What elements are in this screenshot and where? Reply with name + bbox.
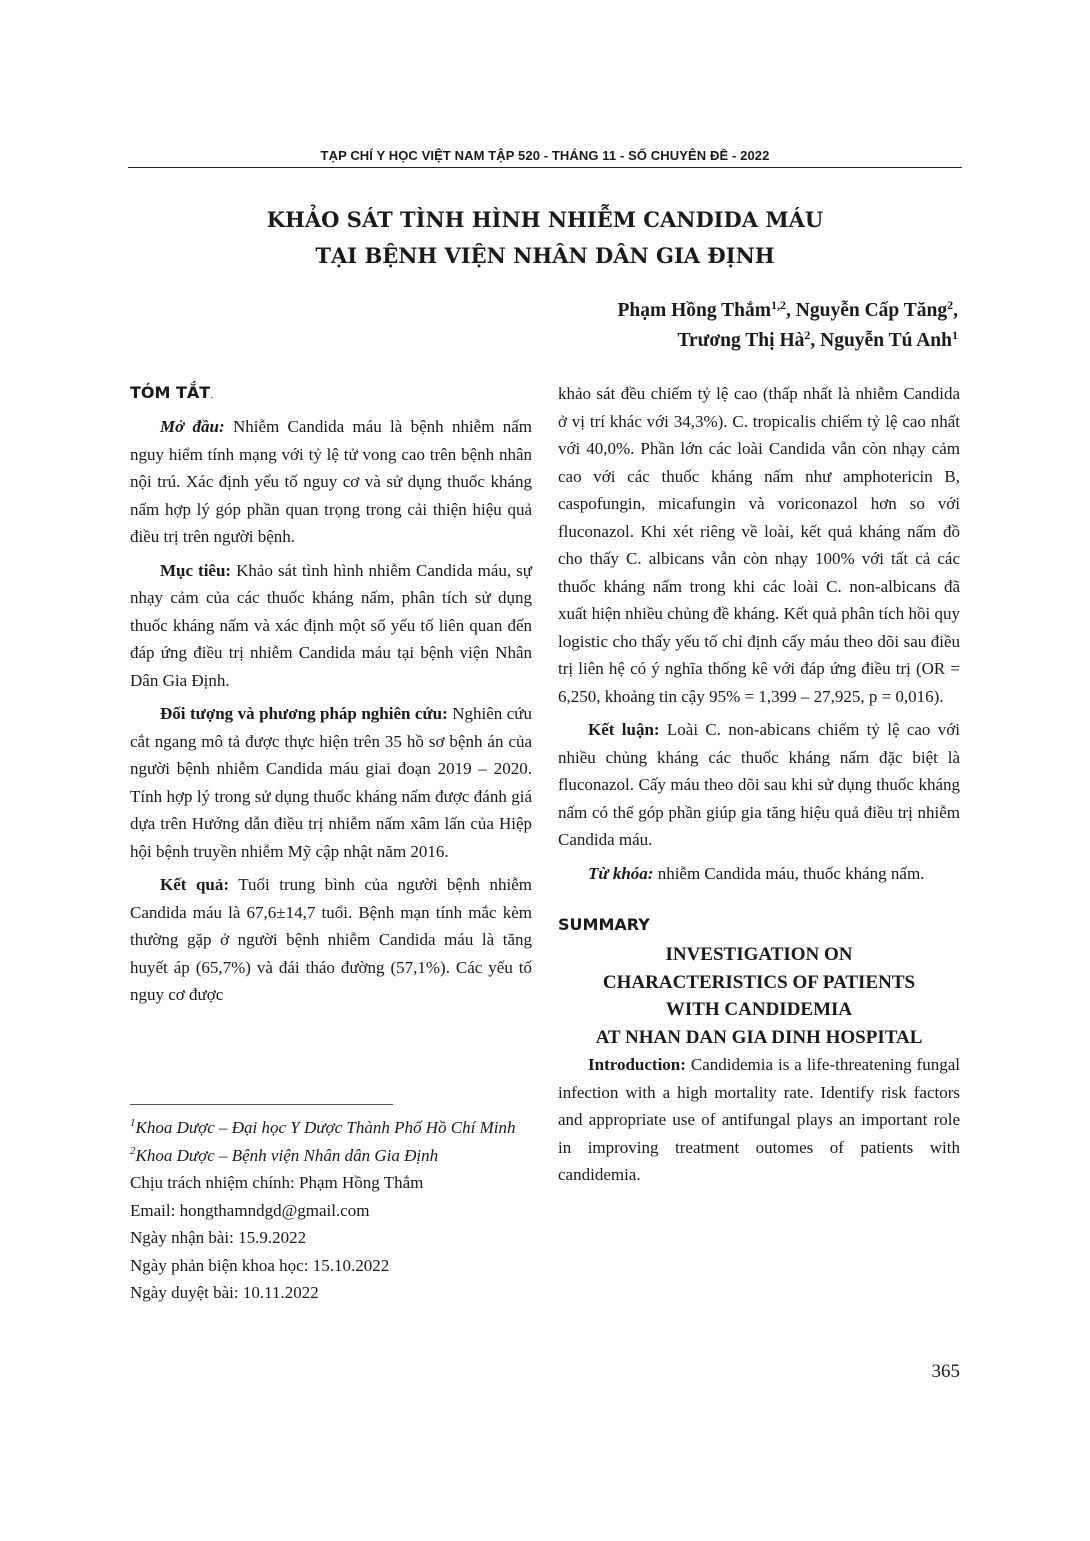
- author-name: Trương Thị Hà: [677, 330, 805, 351]
- left-column: [130, 380, 532, 1015]
- objective-label: Mục tiêu:: [160, 560, 232, 580]
- affiliation-sup: 1: [130, 1117, 136, 1129]
- abstract-heading-text: TÓM TẮT: [130, 383, 211, 402]
- affiliation-1: [130, 1114, 532, 1142]
- english-title-line: AT NHAN DAN GIA DINH HOSPITAL: [595, 1026, 923, 1048]
- date-accepted: Ngày duyệt bài: 10.11.2022: [130, 1283, 319, 1302]
- english-title-line: INVESTIGATION ON: [665, 944, 853, 965]
- abstract-keywords: [558, 860, 960, 888]
- summary-intro-text: Candidemia is a life-threatening fungal infection with a high mortality rate. Identify risk factors and appropriate use of antifungal plays an important role in improving treatment outomes of patients with candidemia.: [558, 1055, 960, 1184]
- author-line-1: [618, 296, 959, 326]
- abstract-results-continued: khảo sát đều chiếm tỷ lệ cao (thấp nhất là nhiễm Candida ở vị trí khác với 34,3%). C. tropicalis chiếm tỷ lệ cao nhất với 40,0%. Phần lớn các loài Candida vẫn còn nhạy cảm cao với các thuốc kháng nấm như amphotericin B, caspofungin, micafungin và voriconazol hơn so với fluconazol. Khi xét riêng về loài, kết quả kháng nấm đồ cho thấy C. albicans vẫn còn nhạy 100% với tất cả các thuốc kháng nấm trong khi các loài C. non-albicans đã xuất hiện nhiều chủng đề kháng. Kết quả phân tích hồi quy logistic cho thấy yếu tố chỉ định cấy máu theo dõi sau điều trị liên hệ có ý nghĩa thống kê với đáp ứng điều trị (OR = 6,250, khoảng tin cậy 95% = 1,399 – 27,925, p = 0,016).: [558, 384, 960, 706]
- author-name: Nguyễn Tú Anh: [820, 330, 952, 351]
- summary-heading: SUMMARY: [558, 915, 650, 934]
- abstract-methods: [130, 700, 532, 865]
- author-line-2: [618, 326, 959, 356]
- abstract-introduction: [130, 413, 532, 551]
- keywords-label: Từ khóa:: [588, 863, 654, 883]
- author-name: Phạm Hồng Thắm: [617, 300, 772, 321]
- date-reviewed: Ngày phản biện khoa học: 15.10.2022: [130, 1255, 390, 1275]
- summary-intro-label: Introduction:: [588, 1055, 686, 1074]
- footnotes: [130, 1114, 532, 1307]
- email: Email: hongthamndgd@gmail.com: [130, 1200, 370, 1220]
- date-received: Ngày nhận bài: 15.9.2022: [130, 1228, 307, 1247]
- methods-text: Nghiên cứu cắt ngang mô tả được thực hiện trên 35 hồ sơ bệnh án của người bệnh nhiễm Candida máu giai đoạn 2019 – 2020. Tính hợp lý trong sử dụng thuốc kháng nấm được đánh giá dựa trên Hướng dẫn điều trị nhiễm nấm xâm lấn của Hiệp hội bệnh truyền nhiễm Mỹ cập nhật năm 2016.: [130, 704, 532, 861]
- article-title: [128, 202, 962, 274]
- author-separator: ,: [953, 300, 958, 321]
- keywords-text: nhiễm Candida máu, thuốc kháng nấm.: [653, 863, 925, 883]
- objective-text: Khảo sát tình hình nhiễm Candida máu, sự nhạy cảm của các thuốc kháng nấm, phân tích sử dụng thuốc kháng nấm và xác định một số yếu tố liên quan đến đáp ứng điều trị nhiễm Candida máu tại bệnh viện Nhân Dân Gia Định.: [130, 560, 533, 690]
- intro-label: Mở đầu:: [160, 417, 225, 436]
- intro-text: Nhiễm Candida máu là bệnh nhiễm nấm nguy hiểm tính mạng với tỷ lệ tử vong cao trên bệnh nhân nội trú. Xác định yếu tố nguy cơ và sử dụng thuốc kháng nấm hợp lý góp phần quan trọng trong cải thiện hiệu quả điều trị trên người bệnh.: [130, 417, 532, 546]
- results-text: Tuổi trung bình của người bệnh nhiễm Candida máu là 67,6±14,7 tuổi. Bệnh mạn tính mắc kèm thường gặp ở người bệnh nhiễm Candida máu là tăng huyết áp (65,7%) và đái tháo đường (57,1%). Các yếu tố nguy cơ được: [130, 875, 532, 1004]
- author-separator: ,: [786, 300, 796, 321]
- author-separator: ,: [810, 330, 821, 351]
- results-label: Kết quả:: [160, 875, 230, 894]
- english-title-line: WITH CANDIDEMIA: [665, 999, 853, 1020]
- author-affiliation-sup: 2: [804, 328, 811, 342]
- english-title-line: CHARACTERISTICS OF PATIENTS: [602, 971, 916, 993]
- conclusion-text: Loài C. non-abicans chiếm tỷ lệ cao với nhiều chủng kháng các thuốc kháng nấm đặc biệt là fluconazol. Cấy máu theo dõi sau khi sử dụng thuốc kháng nấm có thể góp phần giúp gia tăng hiệu quả điều trị nhiễm Candida máu.: [558, 720, 960, 849]
- author-affiliation-sup: 1: [952, 328, 958, 342]
- affiliation-2: [130, 1142, 532, 1170]
- english-title: [558, 941, 960, 1051]
- summary-introduction: [558, 1051, 960, 1189]
- title-line-1: KHẢO SÁT TÌNH HÌNH NHIỄM CANDIDA MÁU: [266, 207, 824, 232]
- corresponding-author: Chịu trách nhiệm chính: Phạm Hồng Thắm: [130, 1173, 424, 1192]
- affiliation-sup: 2: [130, 1144, 136, 1157]
- footnote-rule: [130, 1104, 393, 1105]
- affiliation-text: Khoa Dược – Bệnh viện Nhân dân Gia Định: [135, 1145, 439, 1165]
- author-affiliation-sup: 1,2: [771, 298, 787, 312]
- author-name: Nguyễn Cấp Tăng: [795, 300, 948, 321]
- page-number: 365: [931, 1361, 960, 1382]
- conclusion-label: Kết luận:: [588, 720, 660, 739]
- title-line-2: TẠI BỆNH VIỆN NHÂN DÂN GIA ĐỊNH: [315, 243, 775, 268]
- abstract-heading: [130, 380, 532, 409]
- author-affiliation-sup: 2: [947, 298, 954, 312]
- abstract-results: [130, 871, 532, 1009]
- abstract-conclusion: [558, 716, 960, 854]
- journal-header: TẠP CHÍ Y HỌC VIỆT NAM TẬP 520 - THÁNG 11 - SỐ CHUYÊN ĐỀ - 2022: [320, 148, 770, 163]
- abstract-heading-dot: .: [210, 390, 214, 401]
- author-list: [618, 296, 959, 356]
- header-rule: [128, 167, 962, 168]
- methods-label: Đối tượng và phương pháp nghiên cứu:: [160, 704, 448, 723]
- abstract-objective: [130, 557, 532, 695]
- affiliation-text: Khoa Dược – Đại học Y Dược Thành Phố Hồ Chí Minh: [135, 1118, 516, 1137]
- right-column: [558, 380, 960, 1189]
